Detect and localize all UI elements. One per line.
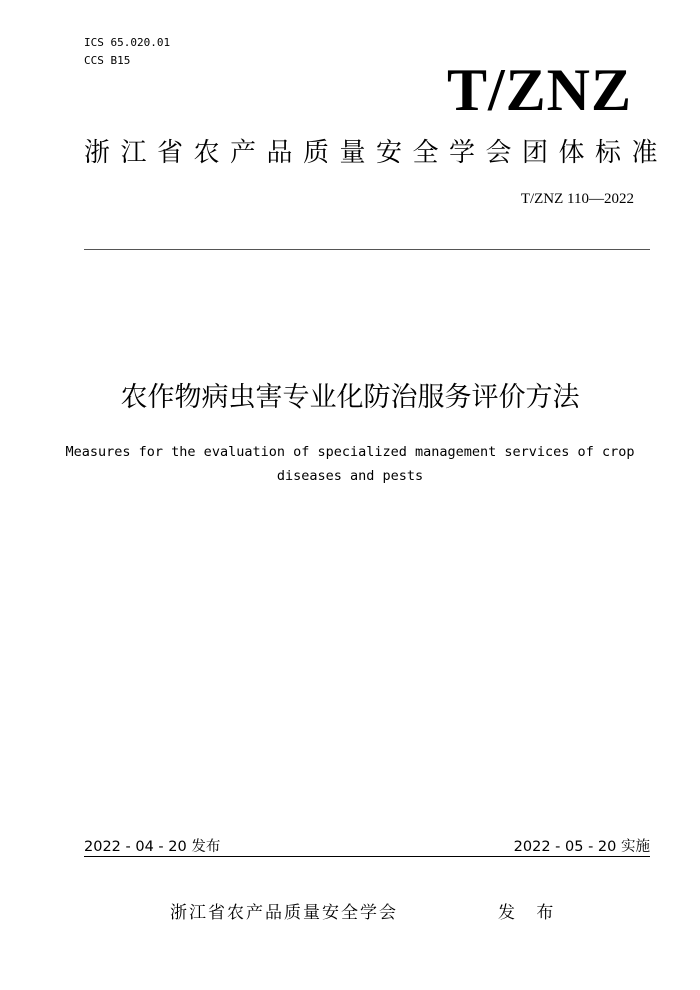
document-title-en-line1: Measures for the evaluation of specialized management services of crop xyxy=(65,444,635,460)
publish-date: 2022 - 04 - 20 发布 xyxy=(84,839,221,855)
date-row xyxy=(84,838,650,858)
header-divider xyxy=(84,249,650,250)
issue-label: 发 布 xyxy=(498,903,562,923)
standard-logo: T/ZNZ xyxy=(446,57,632,123)
ccs-code: CCS B15 xyxy=(84,54,131,67)
implement-date: 2022 - 05 - 20 实施 xyxy=(513,839,650,855)
document-title-en xyxy=(40,440,660,488)
date-divider xyxy=(84,856,650,857)
ics-code: ICS 65.020.01 xyxy=(84,36,171,49)
document-title-en-line2: diseases and pests xyxy=(276,468,424,484)
organization-standard-title: 浙江省农产品质量安全学会团体标准 xyxy=(84,138,669,168)
document-title-zh: 农作物病虫害专业化防治服务评价方法 xyxy=(120,382,580,413)
standard-number: T/ZNZ 110—2022 xyxy=(520,191,634,207)
issuing-organization: 浙江省农产品质量安全学会 xyxy=(170,903,398,923)
